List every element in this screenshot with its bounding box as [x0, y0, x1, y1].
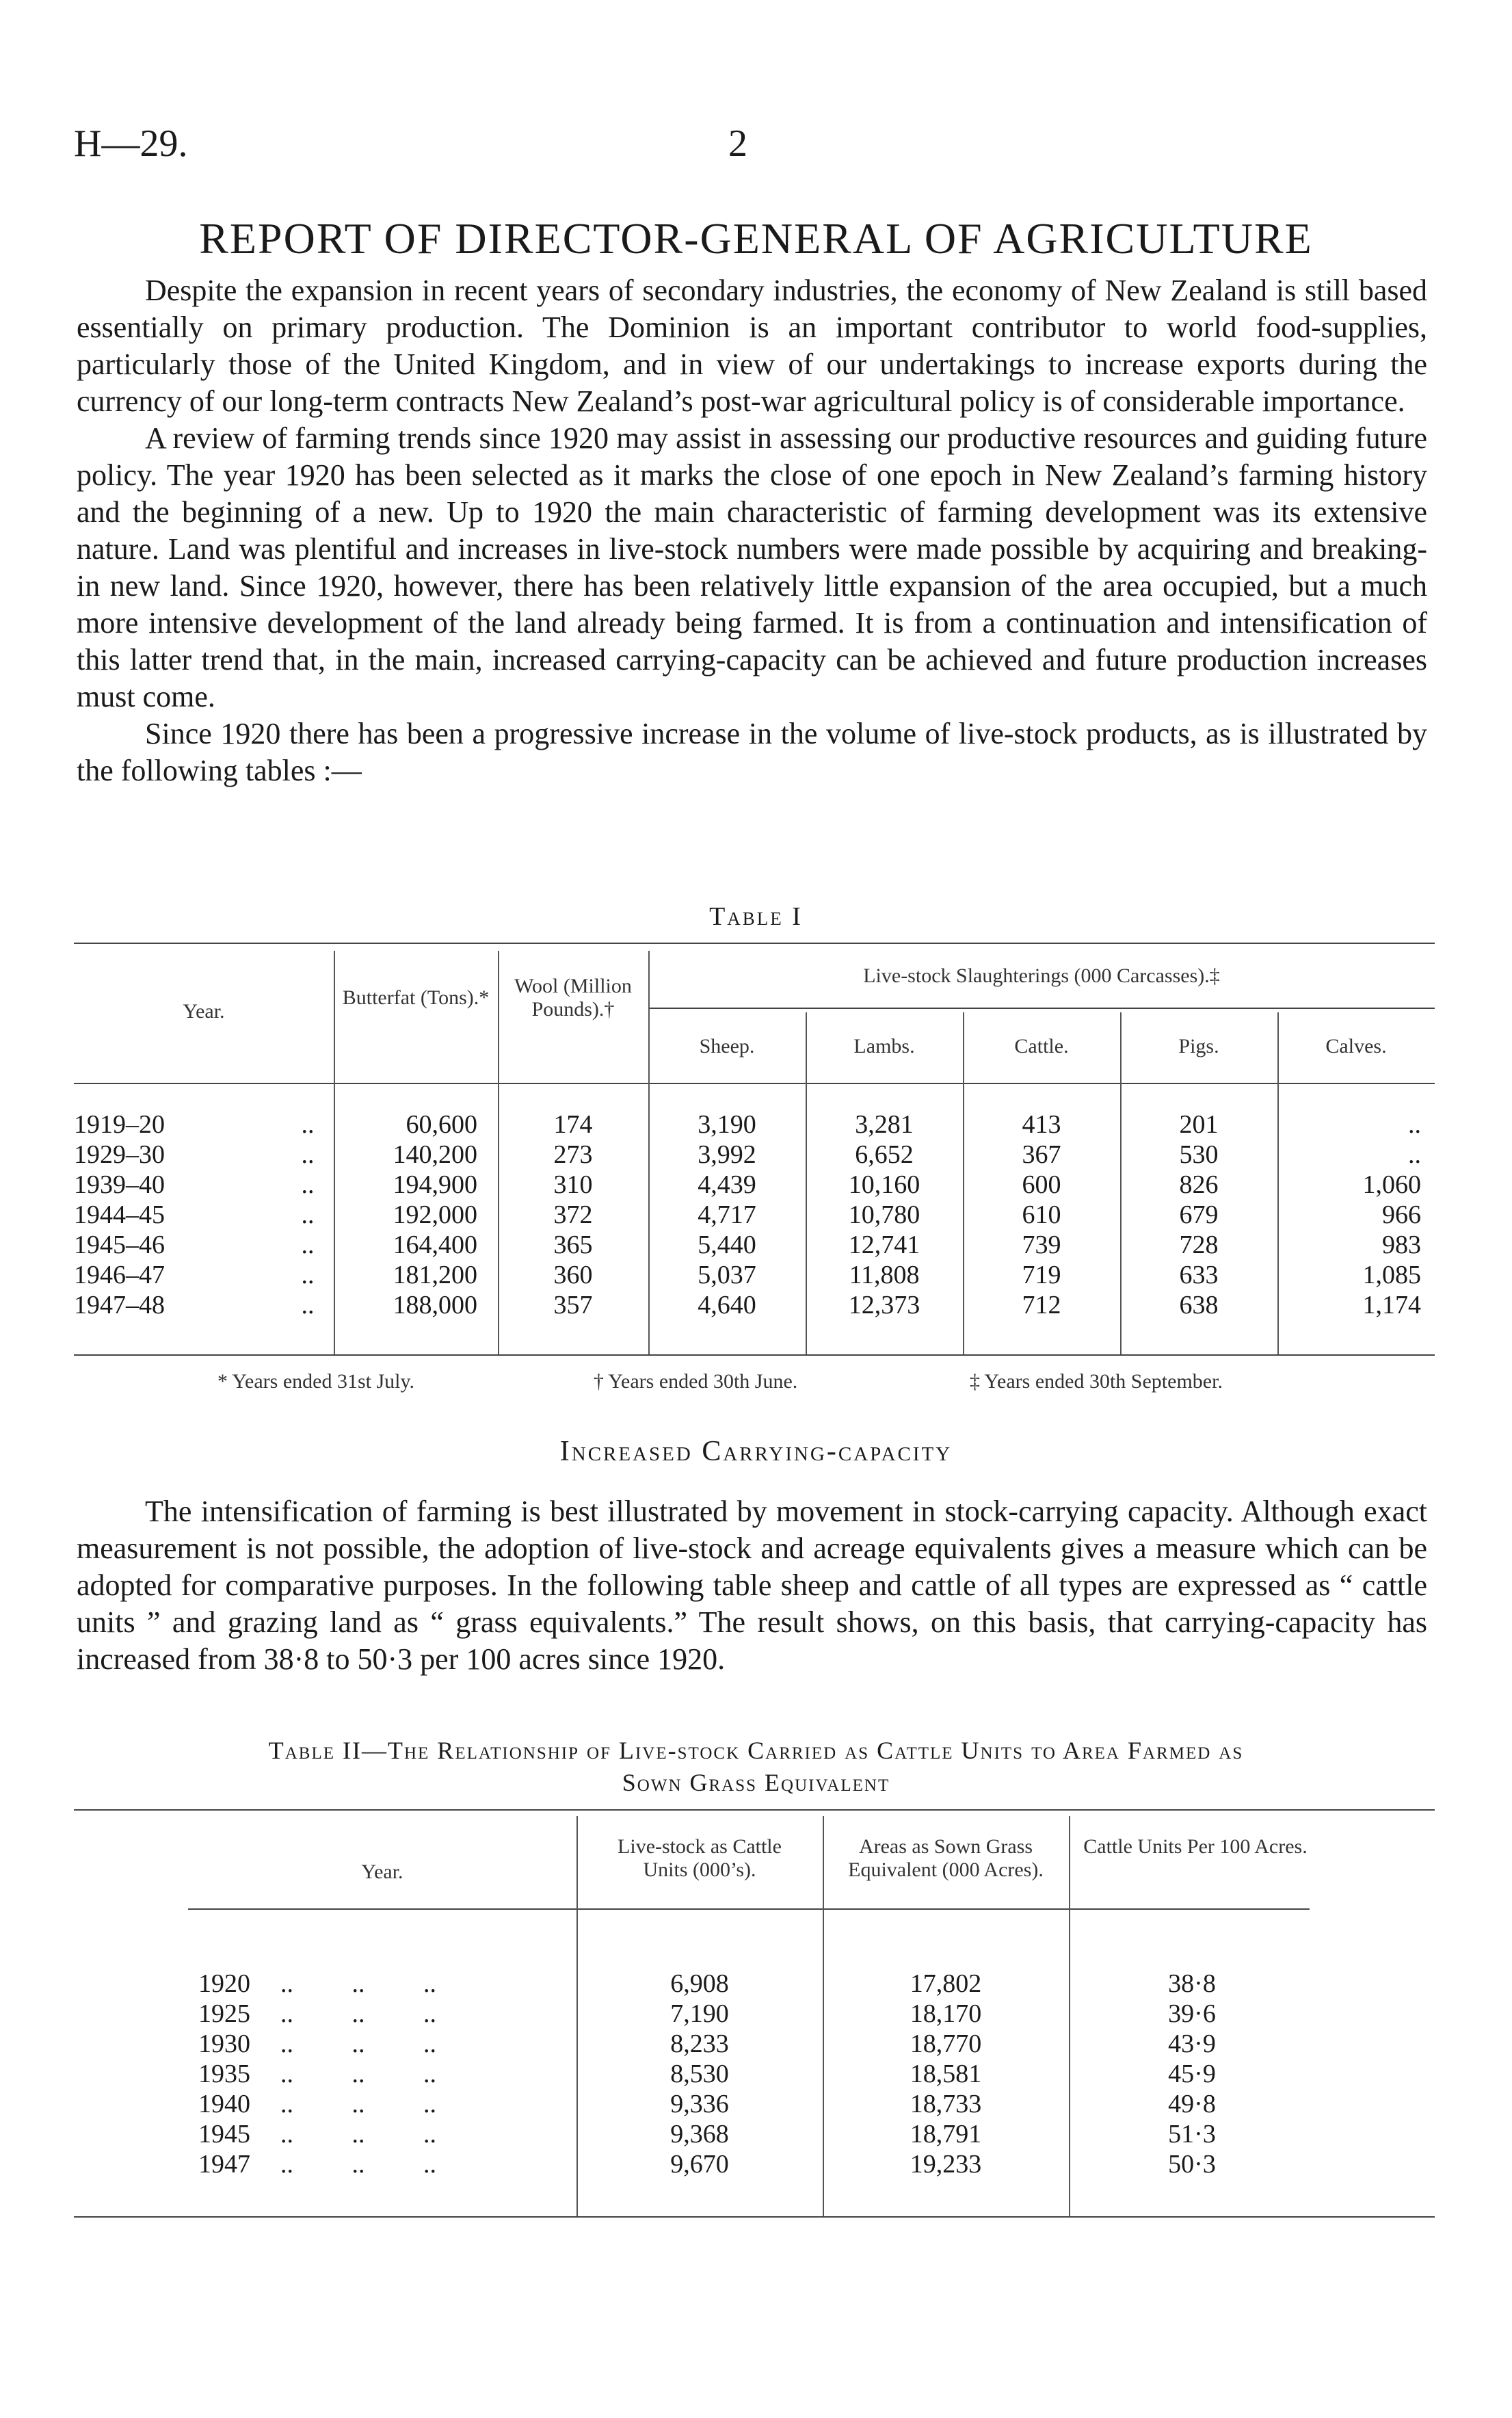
cell-areas: 18,791: [910, 2120, 982, 2148]
cell-year: 1947–48: [74, 1291, 165, 1319]
rule: [74, 1083, 1435, 1084]
cell-butterfat: 164,400: [393, 1231, 477, 1259]
column-header-year: Year.: [361, 1861, 403, 1883]
cell-dots: .. .. ..: [280, 2150, 436, 2179]
rule: [74, 2216, 1435, 2218]
cell-livestock: 9,368: [670, 2120, 729, 2148]
column-header-pigs: Pigs.: [1178, 1035, 1219, 1057]
cell-year: 1919–20: [74, 1110, 165, 1139]
cell-year: 1945: [198, 2120, 250, 2148]
column-header-units: Cattle Units Per 100 Acres.: [1083, 1835, 1308, 1858]
cell-butterfat: 181,200: [393, 1261, 477, 1289]
paragraph: Despite the expansion in recent years of secondary industries, the economy of New Zealand is still based essentially on primary production. The Dominion is an important contributor to world food-supplies, particularly those of the United Kingdom, and in view of our undertakings to increase exports during the currency of our long-term contracts New Zealand’s post-war agricultural policy is of considerable importance.: [77, 274, 1427, 418]
cell-pigs: 826: [1179, 1170, 1219, 1199]
column-header-calves: Calves.: [1325, 1035, 1387, 1057]
cell-year: 1939–40: [74, 1170, 165, 1199]
cell-calves: ..: [1408, 1110, 1421, 1139]
cell-year: 1920: [198, 1969, 250, 1998]
cell-wool: 365: [553, 1231, 593, 1259]
column-header-year: Year.: [183, 1000, 225, 1023]
cell-butterfat: 194,900: [393, 1170, 477, 1199]
cell-year: 1944–45: [74, 1200, 165, 1229]
report-title: REPORT OF DIRECTOR-GENERAL OF AGRICULTURE: [199, 214, 1313, 263]
cell-areas: 18,581: [910, 2060, 982, 2088]
cell-year: 1930: [198, 2029, 250, 2058]
cell-livestock: 7,190: [670, 1999, 729, 2028]
cell-sheep: 4,717: [698, 1200, 756, 1229]
column-header-wool: Wool (Million Pounds).†: [514, 975, 632, 1021]
cell-year: 1935: [198, 2060, 250, 2088]
column-divider: [498, 951, 499, 1354]
cell-calves: 1,060: [1362, 1170, 1421, 1199]
cell-units: 39·6: [1168, 1999, 1216, 2028]
cell-cattle: 739: [1022, 1231, 1061, 1259]
table2-caption-line2: Sown Grass Equivalent: [622, 1769, 890, 1796]
cell-areas: 18,770: [910, 2029, 982, 2058]
cell-pigs: 728: [1179, 1231, 1219, 1259]
cell-dots: .. .. ..: [280, 2029, 436, 2058]
cell-pigs: 201: [1179, 1110, 1219, 1139]
cell-units: 49·8: [1168, 2090, 1216, 2118]
cell-dots: ..: [301, 1170, 315, 1199]
cell-dots: .. .. ..: [280, 2060, 436, 2088]
cell-lambs: 10,780: [848, 1200, 920, 1229]
rule: [74, 1354, 1435, 1356]
column-header-lambs: Lambs.: [853, 1035, 915, 1057]
cell-dots: ..: [301, 1261, 315, 1289]
column-header-sheep: Sheep.: [699, 1035, 755, 1057]
cell-units: 43·9: [1168, 2029, 1216, 2058]
cell-sheep: 4,439: [698, 1170, 756, 1199]
rule: [74, 1809, 1435, 1811]
cell-wool: 360: [553, 1261, 593, 1289]
page-number: 2: [728, 122, 747, 165]
cell-sheep: 3,190: [698, 1110, 756, 1139]
cell-sheep: 5,440: [698, 1231, 756, 1259]
column-header-areas: Areas as Sown Grass Equivalent (000 Acres).: [848, 1835, 1044, 1881]
cell-dots: .. .. ..: [280, 2090, 436, 2118]
cell-areas: 19,233: [910, 2150, 982, 2179]
footnote: * Years ended 31st July.: [217, 1370, 415, 1393]
table2-caption-line1: Table II—The Relationship of Live-stock Carried as Cattle Units to Area Farmed as: [268, 1737, 1244, 1764]
cell-year: 1940: [198, 2090, 250, 2118]
cell-areas: 18,733: [910, 2090, 982, 2118]
cell-lambs: 6,652: [855, 1140, 914, 1169]
column-header-livestock: Live-stock as Cattle Units (000’s).: [618, 1835, 782, 1881]
cell-livestock: 8,530: [670, 2060, 729, 2088]
cell-year: 1925: [198, 1999, 250, 2028]
cell-calves: 1,174: [1362, 1291, 1421, 1319]
cell-units: 51·3: [1168, 2120, 1216, 2148]
cell-year: 1945–46: [74, 1231, 165, 1259]
cell-sheep: 4,640: [698, 1291, 756, 1319]
cell-butterfat: 60,600: [406, 1110, 477, 1139]
cell-pigs: 530: [1179, 1140, 1219, 1169]
cell-dots: ..: [301, 1110, 315, 1139]
cell-lambs: 3,281: [855, 1110, 914, 1139]
table1-caption: Table I: [709, 902, 803, 931]
cell-cattle: 610: [1022, 1200, 1061, 1229]
cell-calves: 983: [1382, 1231, 1421, 1259]
cell-dots: ..: [301, 1291, 315, 1319]
cell-butterfat: 192,000: [393, 1200, 477, 1229]
rule: [648, 1008, 1435, 1009]
cell-wool: 372: [553, 1200, 593, 1229]
section-heading: Increased Carrying-capacity: [559, 1436, 953, 1467]
cell-wool: 273: [553, 1140, 593, 1169]
column-divider: [1277, 1012, 1279, 1354]
cell-lambs: 11,808: [849, 1261, 920, 1289]
cell-wool: 310: [553, 1170, 593, 1199]
cell-units: 50·3: [1168, 2150, 1216, 2179]
column-header-cattle: Cattle.: [1014, 1035, 1069, 1057]
cell-livestock: 9,670: [670, 2150, 729, 2179]
cell-cattle: 719: [1022, 1261, 1061, 1289]
cell-butterfat: 188,000: [393, 1291, 477, 1319]
cell-year: 1947: [198, 2150, 250, 2179]
cell-dots: ..: [301, 1231, 315, 1259]
cell-pigs: 638: [1179, 1291, 1219, 1319]
column-group-slaughterings: Live-stock Slaughterings (000 Carcasses).‡: [863, 964, 1220, 987]
column-header-butterfat: Butterfat (Tons).*: [342, 986, 490, 1009]
paragraph: The intensification of farming is best illustrated by movement in stock-carrying capacity. Although exact measurement is not possible, the adoption of live-stock and acreage equivalents gives a measure which can be adopted for comparative purposes. In the following table sheep and cattle of all types are expressed as “ cattle units ” and grazing land as “ grass equivalents.” The result shows, on this basis, that carrying-capacity has increased from 38·8 to 50·3 per 100 acres since 1920.: [77, 1495, 1427, 1676]
cell-pigs: 679: [1179, 1200, 1219, 1229]
cell-lambs: 10,160: [848, 1170, 920, 1199]
cell-sheep: 5,037: [698, 1261, 756, 1289]
paragraph: A review of farming trends since 1920 may assist in assessing our productive resources and guiding future policy. The year 1920 has been selected as it marks the close of one epoch in New Zealand’s farming history and the beginning of a new. Up to 1920 the main characteristic of farming development was its extensive nature. Land was plentiful and increases in live-stock numbers were made possible by acquiring and breaking-in new land. Since 1920, however, there has been relatively little expansion of the area occupied, but a much more intensive development of the land already being farmed. It is from a continuation and intensification of this latter trend that, in the main, increased carrying-capacity can be achieved and future production increases must come.: [77, 421, 1427, 713]
cell-year: 1929–30: [74, 1140, 165, 1169]
cell-dots: .. .. ..: [280, 1969, 436, 1998]
cell-wool: 174: [553, 1110, 593, 1139]
column-divider: [334, 951, 335, 1354]
cell-calves: 966: [1382, 1200, 1421, 1229]
rule: [74, 943, 1435, 944]
cell-livestock: 9,336: [670, 2090, 729, 2118]
cell-wool: 357: [553, 1291, 593, 1319]
section-body: [77, 1493, 1427, 1678]
cell-calves: ..: [1408, 1140, 1421, 1169]
paragraph: Since 1920 there has been a progressive increase in the volume of live-stock products, as is illustrated by the following tables :—: [77, 717, 1427, 787]
cell-areas: 17,802: [910, 1969, 982, 1998]
cell-dots: .. .. ..: [280, 1999, 436, 2028]
cell-pigs: 633: [1179, 1261, 1219, 1289]
intro-section: [77, 272, 1427, 789]
cell-cattle: 367: [1022, 1140, 1061, 1169]
cell-dots: ..: [301, 1200, 315, 1229]
cell-lambs: 12,741: [848, 1231, 920, 1259]
footnote: † Years ended 30th June.: [594, 1370, 798, 1393]
cell-areas: 18,170: [910, 1999, 982, 2028]
cell-livestock: 6,908: [670, 1969, 729, 1998]
footnote: ‡ Years ended 30th September.: [970, 1370, 1223, 1393]
cell-livestock: 8,233: [670, 2029, 729, 2058]
cell-sheep: 3,992: [698, 1140, 756, 1169]
cell-calves: 1,085: [1362, 1261, 1421, 1289]
cell-dots: .. .. ..: [280, 2120, 436, 2148]
cell-units: 38·8: [1168, 1969, 1216, 1998]
cell-year: 1946–47: [74, 1261, 165, 1289]
cell-cattle: 600: [1022, 1170, 1061, 1199]
rule: [188, 1908, 1310, 1910]
cell-units: 45·9: [1168, 2060, 1216, 2088]
cell-lambs: 12,373: [848, 1291, 920, 1319]
document-code: H—29.: [74, 122, 188, 165]
cell-dots: ..: [301, 1140, 315, 1169]
cell-cattle: 413: [1022, 1110, 1061, 1139]
cell-butterfat: 140,200: [393, 1140, 477, 1169]
cell-cattle: 712: [1022, 1291, 1061, 1319]
